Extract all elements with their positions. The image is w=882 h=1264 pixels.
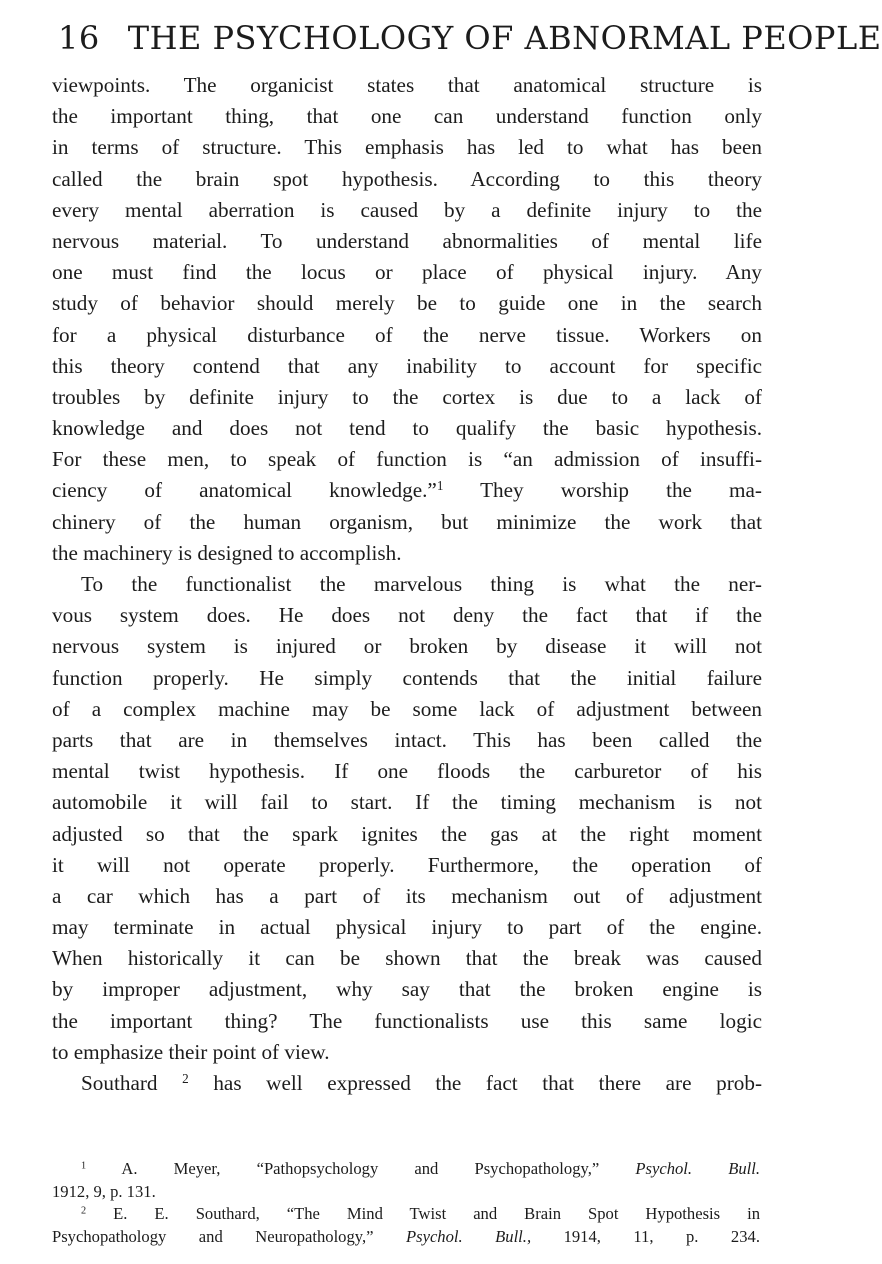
- footnote-text: E. E. Southard, “The Mind Twist and Brain Spot Hypothesis in: [113, 1204, 760, 1223]
- text-line: every mental aberration is caused by a definite injury to the: [52, 197, 762, 222]
- text-line: automobile it will fail to start. If the timing mechanism is not: [52, 790, 762, 815]
- text-segment: Southard: [81, 1071, 158, 1095]
- text-line: for a physical disturbance of the nerve tissue. Workers on: [52, 322, 762, 347]
- body-text: [52, 70, 762, 1099]
- text-line: by improper adjustment, why say that the broken engine is: [52, 977, 762, 1002]
- paragraph-start-line: [52, 1068, 762, 1099]
- footnote-text: A. Meyer, “Pathopsychology and Psychopathology,”: [121, 1159, 600, 1178]
- text-line: adjusted so that the spark ignites the gas at the right moment: [52, 821, 762, 846]
- text-line: it will not operate properly. Furthermore, the operation of: [52, 852, 762, 877]
- text-line: nervous material. To understand abnormalities of mental life: [52, 228, 762, 253]
- text-line: of a complex machine may be some lack of adjustment between: [52, 696, 762, 721]
- text-line: For these men, to speak of function is “an admission of insuffi-: [52, 447, 762, 472]
- footnote-mark-1: 1: [81, 1160, 87, 1172]
- text-line: called the brain spot hypothesis. According to this theory: [52, 166, 762, 191]
- text-line: mental twist hypothesis. If one floods the carburetor of his: [52, 759, 762, 784]
- footnote-citation: 1914, 11, p. 234.: [563, 1226, 760, 1246]
- footnote-text: Psychopathology and Neuropathology,”: [52, 1226, 374, 1246]
- text-line: this theory contend that any inability to account for specific: [52, 353, 762, 378]
- running-header: [58, 16, 882, 60]
- journal-title: Psychol. Bull.: [635, 1159, 760, 1178]
- paragraph-start-line: To the functionalist the marvelous thing is what the ner-: [81, 572, 762, 596]
- text-segment: They worship the ma-: [480, 478, 762, 503]
- text-line: the machinery is designed to accomplish.: [52, 540, 402, 565]
- text-line: in terms of structure. This emphasis has led to what has been: [52, 135, 762, 160]
- footnote-1: [52, 1158, 760, 1181]
- footnote-2: [52, 1203, 760, 1226]
- text-segment: ciency of anatomical knowledge.”: [52, 478, 437, 503]
- text-line: viewpoints. The organicist states that anatomical structure is: [52, 73, 762, 97]
- text-line: the important thing? The functionalists use this same logic: [52, 1008, 762, 1033]
- footnote-ref-2: 2: [182, 1070, 189, 1086]
- text-line: parts that are in themselves intact. This has been called the: [52, 727, 762, 752]
- text-line: troubles by definite injury to the cortex is due to a lack of: [52, 384, 762, 409]
- journal-title: Psychol. Bull.,: [405, 1226, 532, 1246]
- text-line: knowledge and does not tend to qualify the basic hypothesis.: [52, 416, 762, 441]
- footnote-2-continued: [52, 1226, 760, 1249]
- text-segment: has well expressed the fact that there are prob-: [213, 1071, 763, 1095]
- text-line: study of behavior should merely be to guide one in the search: [52, 291, 762, 316]
- text-line: chinery of the human organism, but minimize the work that: [52, 509, 762, 534]
- text-line: a car which has a part of its mechanism out of adjustment: [52, 883, 762, 908]
- text-line: the important thing, that one can understand function only: [52, 104, 762, 129]
- text-line: [52, 475, 762, 506]
- page-number: 16: [58, 19, 100, 57]
- footnote-ref-1: 1: [436, 478, 444, 494]
- text-line: to emphasize their point of view.: [52, 1039, 330, 1064]
- text-line: may terminate in actual physical injury to part of the engine.: [52, 915, 762, 940]
- footnotes: [52, 1158, 760, 1248]
- text-line: one must find the locus or place of physical injury. Any: [52, 260, 762, 285]
- footnote-1-continued: 1912, 9, p. 131.: [52, 1181, 156, 1201]
- running-title: THE PSYCHOLOGY OF ABNORMAL PEOPLE: [127, 19, 882, 57]
- footnote-mark-2: 2: [81, 1205, 87, 1217]
- text-line: function properly. He simply contends that the initial failure: [52, 665, 762, 690]
- text-line: When historically it can be shown that the break was caused: [52, 946, 762, 971]
- text-line: nervous system is injured or broken by disease it will not: [52, 634, 762, 659]
- text-line: vous system does. He does not deny the fact that if the: [52, 603, 762, 628]
